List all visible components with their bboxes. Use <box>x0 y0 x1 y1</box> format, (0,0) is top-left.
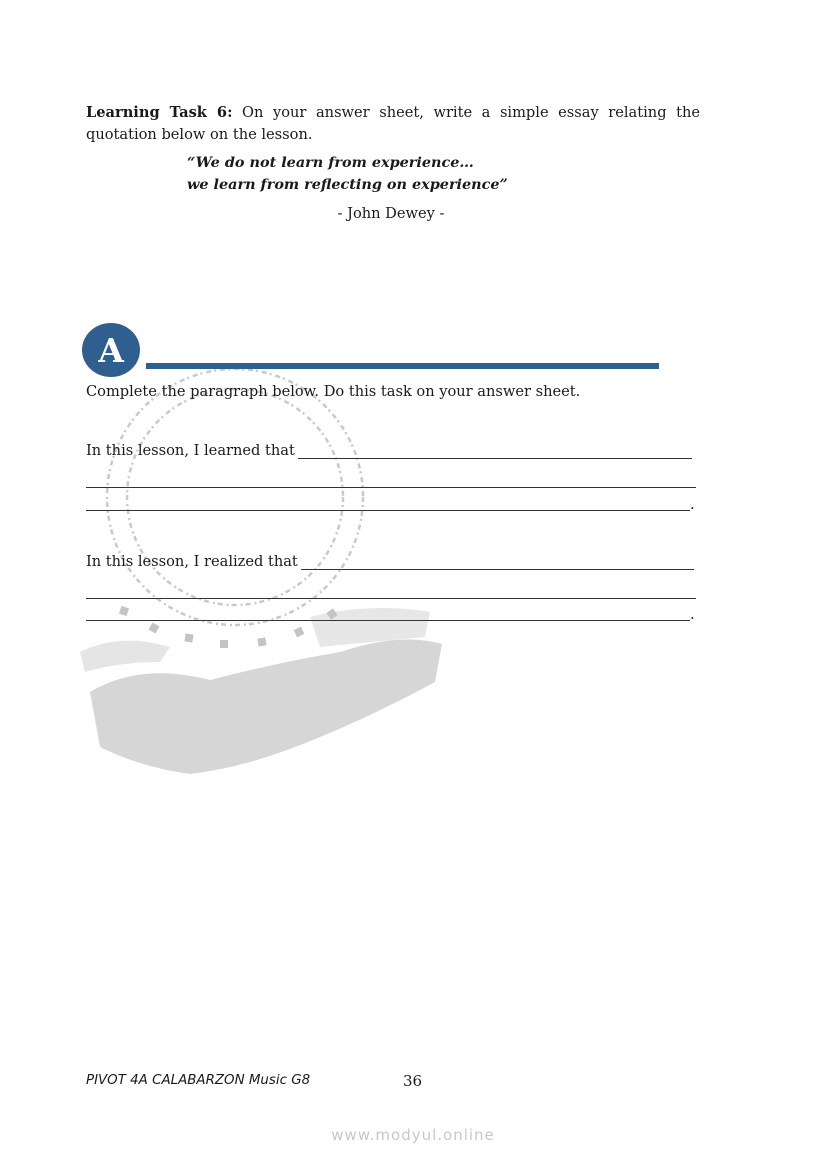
answer-blank-learned-3[interactable] <box>86 510 690 511</box>
prompt-realized-label: In this lesson, I realized that <box>86 553 298 570</box>
footer-title: PIVOT 4A CALABARZON Music G8 <box>86 1073 311 1088</box>
site-watermark: www.modyul.online <box>331 1126 495 1144</box>
page-number: 36 <box>403 1072 423 1090</box>
prompt-realized-row <box>86 553 694 570</box>
end-mark-realized: . <box>690 606 695 623</box>
learning-task-text: On your answer sheet, write a simple essay relating the quotation below on the lesson. <box>86 104 701 143</box>
activity-instruction: Complete the paragraph below. Do this task on your answer sheet. <box>86 383 581 400</box>
quote-author: - John Dewey - <box>337 205 445 222</box>
answer-blank-realized-3[interactable] <box>86 620 690 621</box>
answer-blank-learned-1[interactable] <box>298 443 692 459</box>
seal-stamp-watermark <box>80 362 450 782</box>
learning-task-paragraph <box>86 102 700 146</box>
quote-line-1: “We do not learn from experience… <box>187 154 474 171</box>
answer-blank-realized-1[interactable] <box>301 554 694 570</box>
section-header-rule <box>146 363 659 369</box>
section-badge-a: A <box>82 323 140 377</box>
prompt-learned-label: In this lesson, I learned that <box>86 442 295 459</box>
learning-task-label: Learning Task 6: <box>86 104 233 121</box>
answer-blank-realized-2[interactable] <box>86 598 696 599</box>
quotation <box>187 152 508 196</box>
quote-line-2: we learn from reflecting on experience” <box>187 176 508 193</box>
end-mark-learned: . <box>690 496 695 513</box>
answer-blank-learned-2[interactable] <box>86 487 696 488</box>
prompt-learned-row <box>86 442 692 459</box>
